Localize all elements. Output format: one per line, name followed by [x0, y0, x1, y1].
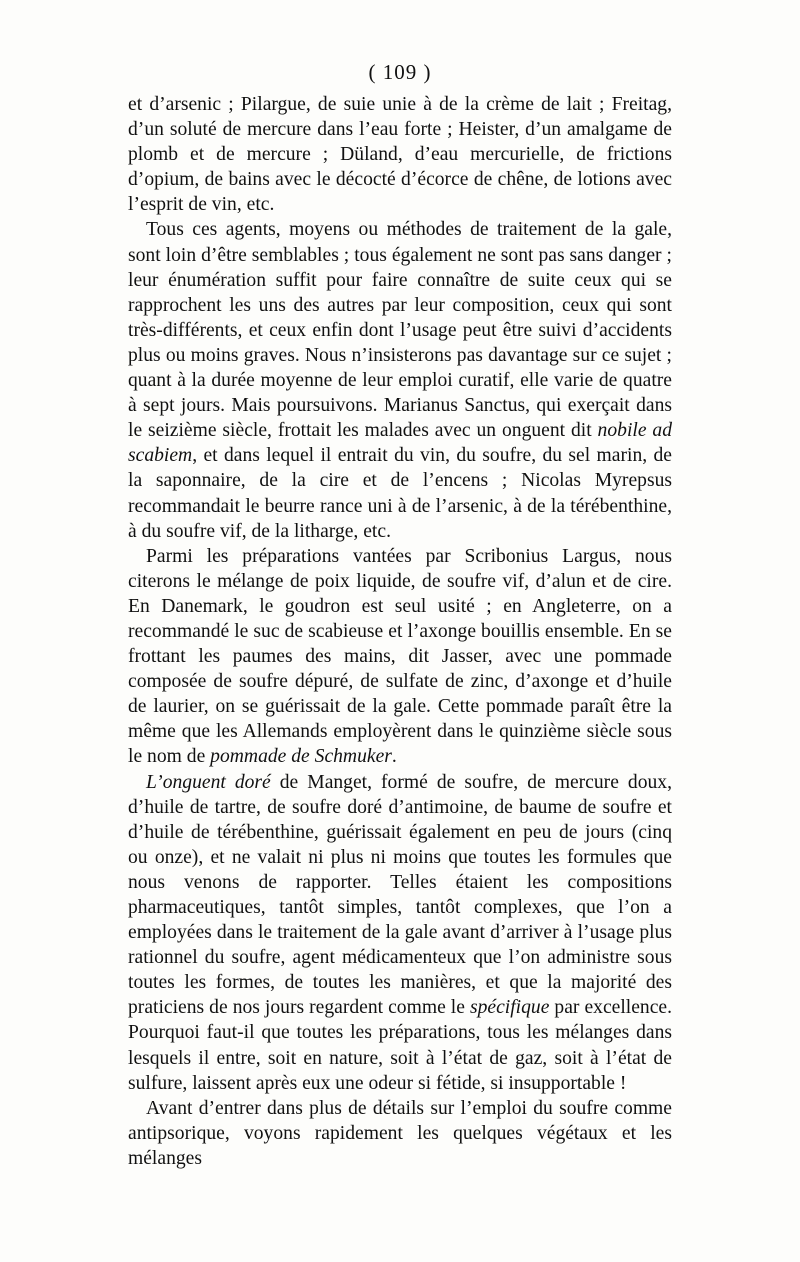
paragraph — [128, 1096, 672, 1171]
italic-text: spécifique — [469, 997, 550, 1019]
body-text — [128, 92, 672, 1171]
italic-text: pommade de Schmuker — [210, 746, 392, 768]
text-segment: . — [391, 746, 397, 768]
italic-text: nobile ad scabiem — [128, 420, 672, 467]
text-segment: Parmi les préparations vantées par Scribonius Largus, nous citerons le mélange de poix liquide, de soufre vif, d’alun et de cire. En Danemark, le goudron est seul usité ; en Angleterre, on a recommandé le suc de scabieuse et l’axonge bouillis ensemble. En se frottant les paumes des mains, dit Jasser, avec une pommade composée de soufre dépuré, de sulfate de zinc, d’axonge et d’huile de laurier, on se guérissait de la gale. Cette pommade paraît être la même que les Allemands employèrent dans le quinzième siècle sous le nom de — [128, 545, 672, 768]
text-segment: et d’arsenic ; Pilargue, de suie unie à de la crème de lait ; Freitag, d’un soluté de mercure dans l’eau forte ; Heister, d’un amalgame de plomb et de mercure ; Düland, d’eau mercurielle, de frictions d’opium, de bains avec le décocté d’écorce de chêne, de lotions avec l’esprit de vin, etc. — [128, 94, 672, 216]
paragraph — [128, 544, 672, 770]
paragraph — [128, 217, 672, 543]
paragraph — [128, 770, 672, 1096]
text-segment: par excellence. Pourquoi faut-il que toutes les préparations, tous les mélanges dans lesquels il entre, soit en nature, soit à l’état de gaz, soit à l’état de sulfure, laissent après eux une odeur si fétide, si insupportable ! — [128, 997, 673, 1094]
page-number: ( 109 ) — [368, 60, 432, 84]
text-segment: Avant d’entrer dans plus de détails sur l’emploi du soufre comme antipsorique, voyons rapidement les quelques végétaux et les mélanges — [128, 1097, 672, 1169]
text-segment: de Manget, formé de soufre, de mercure doux, d’huile de tartre, de soufre doré d’antimoine, de baume de soufre et d’huile de térébenthine, guérissait également en peu de jours (cinq ou onze), et ne valait ni plus ni moins que toutes les formules que nous venons de rapporter. Telles étaient les compositions pharmaceutiques, tantôt simples, tantôt complexes, que l’on a employées dans le traitement de la gale avant d’arriver à l’usage plus rationnel du soufre, agent médicamenteux que l’on administre sous toutes les formes, de toutes les manières, et que la majorité des praticiens de nos jours regardent comme le — [128, 771, 672, 1019]
italic-text: L’onguent doré — [146, 771, 271, 793]
text-segment: , et dans lequel il entrait du vin, du soufre, du sel marin, de la saponnaire, de la cire et de l’encens ; Nicolas Myrepsus recommandait le beurre rance uni à de l’arsenic, à de la térébenthine, à du soufre vif, de la litharge, etc. — [128, 445, 672, 542]
text-segment: Tous ces agents, moyens ou méthodes de traitement de la gale, sont loin d’être semblables ; tous également ne sont pas sans danger ; leur énumération suffit pour faire connaître de suite ceux qui se rapprochent les uns des autres par leur composition, ceux qui sont très-différents, et ceux enfin dont l’usage peut être suivi d’accidents plus ou moins graves. Nous n’insisterons pas davantage sur ce sujet ; quant à la durée moyenne de leur emploi curatif, elle varie de quatre à sept jours. Mais poursuivons. Marianus Sanctus, qui exerçait dans le seizième siècle, frottait les malades avec un onguent dit — [128, 219, 672, 442]
paragraph — [128, 92, 672, 217]
